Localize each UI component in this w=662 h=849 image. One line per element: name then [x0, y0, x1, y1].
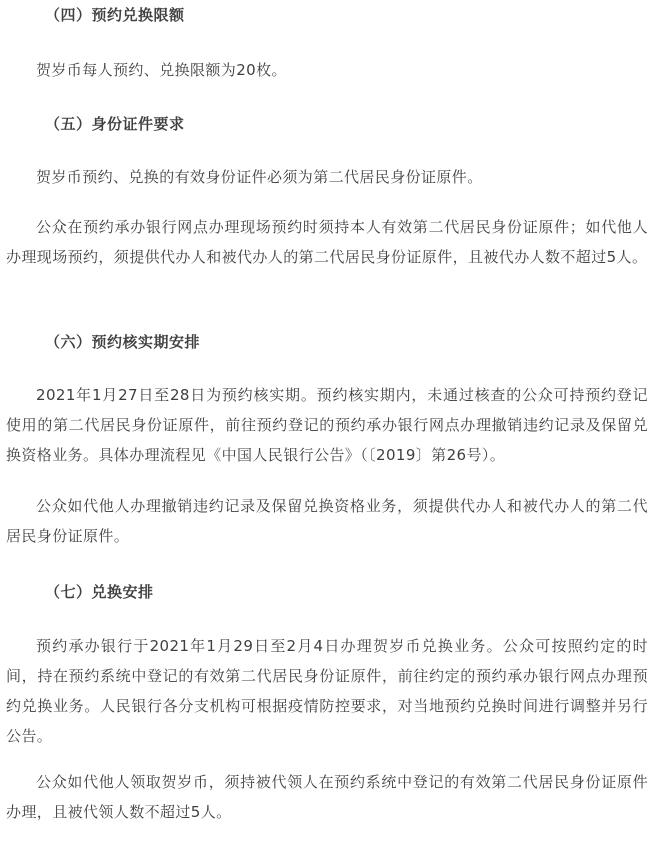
paragraph-proxy-cancellation: 公众如代他人办理撤销违约记录及保留兑换资格业务，须提供代办人和被代办人的第二代居民身份证原件。: [6, 497, 648, 545]
paragraph-exchange-schedule: 预约承办银行于2021年1月29日至2月4日办理贺岁币兑换业务。公众可按照约定的时间，持在预约系统中登记的有效第二代居民身份证原件，前往约定的预约承办银行网点办理预约兑换业务。人民银行各分支机构可根据疫情防控要求，对当地预约兑换时间进行调整并另行公告。: [6, 637, 648, 745]
section-heading-exchange: （七）兑换安排: [45, 583, 154, 601]
paragraph-id-type: 贺岁币预约、兑换的有效身份证件必须为第二代居民身份证原件。: [36, 168, 483, 186]
section-heading-verification-period: （六）预约核实期安排: [45, 333, 201, 351]
paragraph-limit-amount: 贺岁币每人预约、兑换限额为20枚。: [36, 61, 287, 79]
section-heading-limit: （四）预约兑换限额: [45, 6, 185, 24]
paragraph-onsite-reservation: 公众在预约承办银行网点办理现场预约时须持本人有效第二代居民身份证原件；如代他人办理现场预约，须提供代办人和被代办人的第二代居民身份证原件，且被代办人数不超过5人。: [6, 218, 648, 266]
paragraph-proxy-collection: 公众如代他人领取贺岁币，须持被代领人在预约系统中登记的有效第二代居民身份证原件办理，且被代领人数不超过5人。: [6, 773, 648, 821]
paragraph-verification-period: 2021年1月27日至28日为预约核实期。预约核实期内，未通过核查的公众可持预约登记使用的第二代居民身份证原件，前往预约登记的预约承办银行网点办理撤销违约记录及保留兑换资格业务。具体办理流程见《中国人民银行公告》（〔2019〕第26号）。: [6, 386, 648, 464]
section-heading-id-requirements: （五）身份证件要求: [45, 115, 185, 133]
